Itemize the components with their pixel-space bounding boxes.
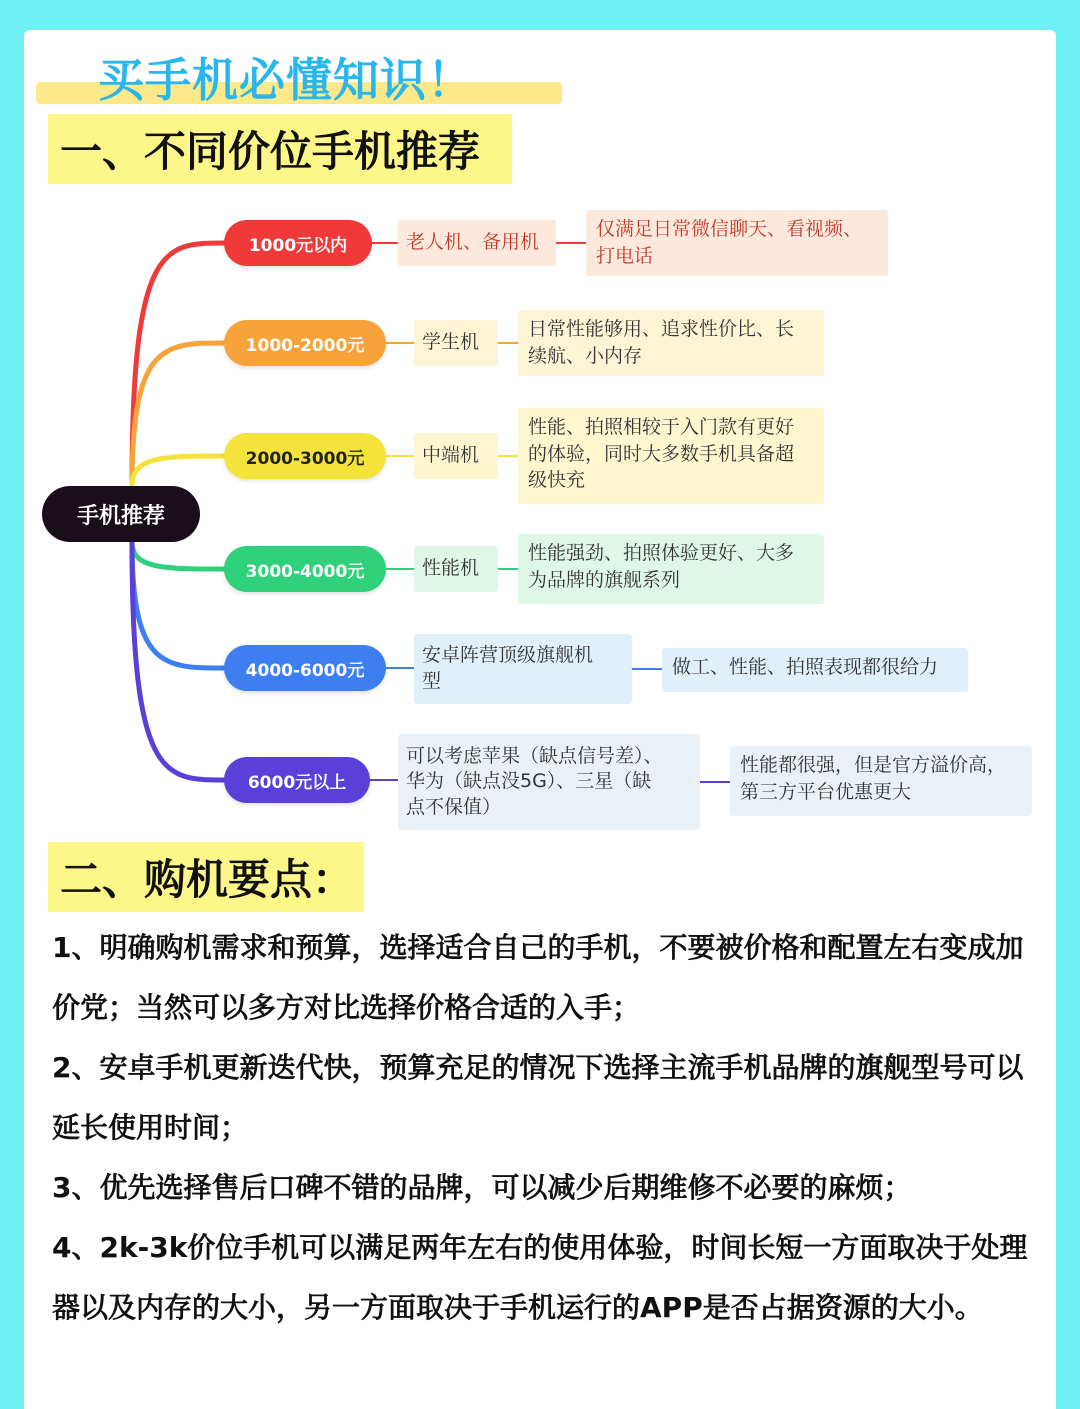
section-title-buying-tips: 二、购机要点： [48, 842, 364, 912]
price-range-node: 2000-3000元 [224, 433, 386, 479]
main-title: 买手机必懂知识！ [98, 53, 474, 107]
category-description-node: 性能强劲、拍照体验更好、大多 为品牌的旗舰系列 [518, 534, 824, 604]
branch-connector [132, 542, 224, 569]
phone-category-node: 学生机 [414, 320, 498, 366]
price-range-node: 3000-4000元 [224, 546, 386, 592]
mindmap-root: 手机推荐 [42, 486, 200, 542]
category-description-node: 性能、拍照相较于入门款有更好 的体验，同时大多数手机具备超 级快充 [518, 408, 824, 504]
phone-category-node: 可以考虑苹果（缺点信号差）、 华为（缺点没5G）、三星（缺 点不保值） [398, 734, 700, 830]
section-title-price-recommend: 一、不同价位手机推荐 [48, 114, 512, 184]
tip-item: 1、明确购机需求和预算，选择适合自己的手机，不要被价格和配置左右变成加价党；当然可以多方对比选择价格合适的入手； [52, 931, 1024, 1024]
price-range-node: 1000-2000元 [224, 320, 386, 366]
category-description-node: 做工、性能、拍照表现都很给力 [662, 648, 968, 692]
mindmap-diagram [24, 190, 1056, 840]
phone-category-node: 中端机 [414, 433, 498, 479]
category-description-node: 性能都很强，但是官方溢价高， 第三方平台优惠更大 [730, 746, 1032, 816]
category-description-node: 日常性能够用、追求性价比、长 续航、小内存 [518, 310, 824, 376]
branch-connector [132, 243, 224, 486]
price-range-node: 4000-6000元 [224, 645, 386, 691]
price-range-node: 6000元以上 [224, 757, 370, 803]
buying-tips-list [52, 918, 1042, 1338]
branch-connector [132, 456, 224, 486]
tip-item: 2、安卓手机更新迭代快，预算充足的情况下选择主流手机品牌的旗舰型号可以延长使用时间； [52, 1051, 1024, 1144]
phone-category-node: 性能机 [414, 546, 498, 592]
price-range-node: 1000元以内 [224, 220, 372, 266]
phone-category-node: 安卓阵营顶级旗舰机 型 [414, 634, 632, 704]
category-description-node: 仅满足日常微信聊天、看视频、 打电话 [586, 210, 888, 276]
branch-connector [132, 542, 224, 780]
tip-item: 3、优先选择售后口碑不错的品牌，可以减少后期维修不必要的麻烦； [52, 1171, 912, 1204]
phone-category-node: 老人机、备用机 [398, 220, 556, 266]
tip-item: 4、2k-3k价位手机可以满足两年左右的使用体验，时间长短一方面取决于处理器以及内存的大小，另一方面取决于手机运行的APP是否占据资源的大小。 [52, 1231, 1028, 1324]
content-card [24, 30, 1056, 1409]
